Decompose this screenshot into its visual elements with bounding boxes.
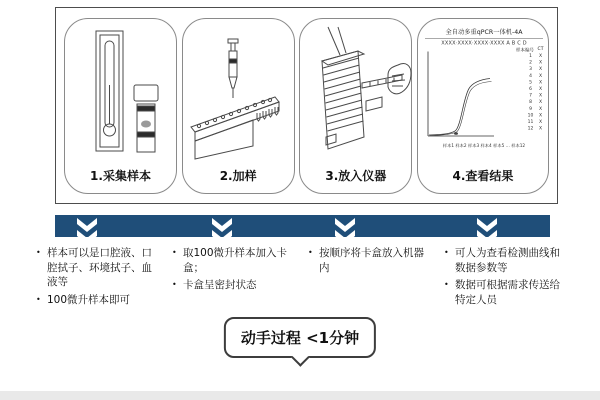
double-chevron-down-icon: [334, 218, 356, 244]
result-screen-footer: 样本1 样本2 样本3 样本4 样本5 … 样本12: [442, 143, 526, 148]
notes-column-4: [436, 246, 572, 311]
instrument-and-hand-illustration: [300, 25, 413, 165]
double-chevron-down-icon: [211, 218, 233, 244]
double-chevron-down-icon: [76, 218, 98, 244]
note-item: • 样本可以是口腔液、口腔拭子、环境拭子、血液等: [36, 246, 152, 290]
double-chevron-down-icon: [476, 218, 498, 244]
result-screen: [420, 23, 548, 165]
result-sample-row: 3 X: [529, 66, 543, 72]
step-label-3: 3.放入仪器: [325, 168, 387, 183]
swab-and-tube-illustration: [65, 25, 178, 165]
result-sample-row: 6 X: [529, 86, 543, 92]
bottom-strip: [0, 391, 600, 400]
result-sample-table: [498, 46, 546, 141]
result-sample-row: 12 X: [527, 125, 543, 131]
duration-badge: [224, 317, 376, 358]
result-sample-row: 10 X: [527, 112, 543, 118]
duration-badge-text: 动手过程 <1分钟: [240, 329, 360, 347]
steps-frame: [55, 7, 558, 204]
step-panel-view-results: [417, 18, 549, 194]
step-label-1: 1.采集样本: [90, 168, 151, 183]
note-item: • 取100微升样本加入卡盒；: [172, 246, 288, 275]
note-item: • 可人为查看检测曲线和数据参数等: [444, 246, 560, 275]
result-sample-row: 7 X: [529, 92, 543, 98]
notes-column-3: [300, 246, 436, 311]
notes-column-1: [28, 246, 164, 311]
step-notes-row: [28, 246, 572, 311]
note-item: • 按顺序将卡盒放入机器内: [308, 246, 424, 275]
flow-bar: [55, 215, 550, 237]
notes-column-2: [164, 246, 300, 311]
step-panel-insert-instrument: [299, 18, 412, 194]
note-item: • 卡盒呈密封状态: [172, 278, 288, 293]
note-item: • 100微升样本即可: [36, 293, 152, 308]
result-screen-code-line: XXXX·XXXX·XXXX·XXXX A B C D: [441, 40, 527, 46]
result-sample-row: 4 X: [529, 72, 543, 78]
ct-column-header: CT: [537, 46, 544, 51]
step-panel-add-sample: [182, 18, 295, 194]
result-sample-row: 2 X: [529, 59, 543, 65]
step-label-2: 2.加样: [219, 168, 257, 183]
pipette-and-cartridge-illustration: [183, 25, 296, 165]
sample-id-column-header: 样本编号: [515, 47, 534, 53]
result-sample-row: 1 X: [529, 53, 543, 58]
step-panel-collect-sample: [64, 18, 177, 194]
result-sample-row: 11 X: [527, 119, 543, 125]
result-sample-row: 8 X: [529, 99, 543, 105]
step-label-4: 4.查看结果: [452, 168, 514, 183]
result-screen-title: 全自动多重qPCR一体机-4A: [425, 27, 543, 39]
qpcr-curve-chart: [420, 46, 498, 141]
result-sample-row: 9 X: [529, 105, 543, 111]
note-item: • 数据可根据需求传送给特定人员: [444, 278, 560, 307]
result-sample-row: 5 X: [529, 79, 543, 85]
result-sample-rows: [498, 53, 546, 132]
